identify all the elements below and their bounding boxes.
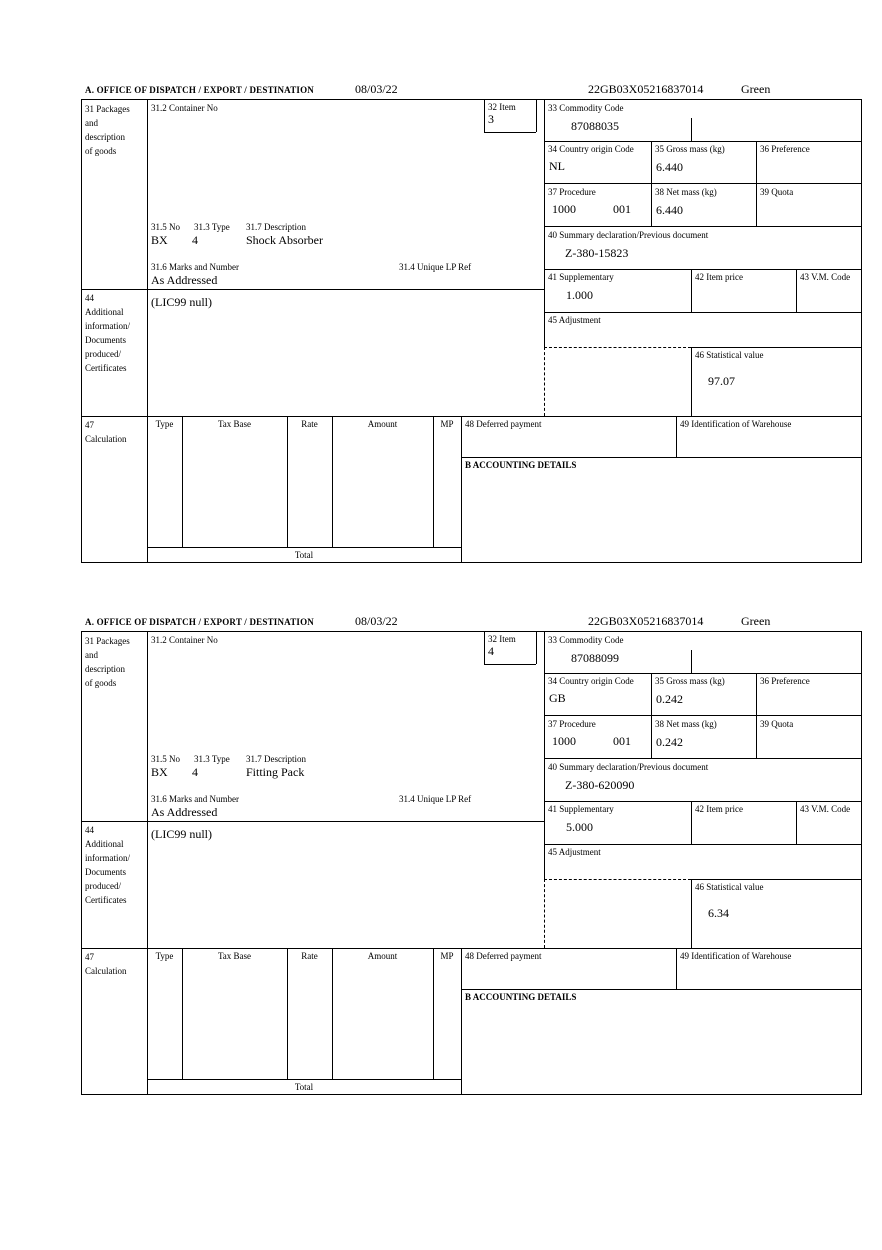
divider [484, 664, 536, 665]
commodity-code-value: 87088035 [571, 119, 619, 133]
divider [691, 347, 861, 348]
divider [484, 632, 485, 664]
divider [676, 948, 677, 989]
gross-mass-value: 0.242 [656, 692, 683, 706]
divider [484, 100, 485, 132]
box47-calculation-label: 47 Calculation [85, 952, 127, 976]
box43-vm-code-label: 43 V.M. Code [800, 804, 851, 814]
box49-warehouse-label: 49 Identification of Warehouse [680, 419, 792, 429]
box31-3-type-label: 31.3 Type [194, 222, 230, 232]
tax-base-column-header: Tax Base [217, 419, 252, 429]
net-mass-value: 6.440 [656, 203, 683, 217]
divider [544, 758, 861, 759]
declaration-form-grid [81, 631, 862, 1095]
box44-additional-info-label: 44 Additional information/ Documents produced/ Certificates [85, 825, 130, 905]
box42-item-price-label: 42 Item price [695, 804, 743, 814]
box45-adjustment-label: 45 Adjustment [548, 847, 601, 857]
procedure-value: 1000 [552, 734, 576, 748]
divider [461, 416, 462, 562]
statistical-value: 97.07 [708, 374, 735, 388]
box31-3-type-label: 31.3 Type [194, 754, 230, 764]
mp-column-header: MP [440, 951, 454, 961]
tax-base-column-header: Tax Base [217, 951, 252, 961]
box37-procedure-label: 37 Procedure [548, 187, 596, 197]
divider [287, 948, 288, 1079]
box48-deferred-payment-label: 48 Deferred payment [465, 951, 542, 961]
divider [82, 948, 861, 949]
country-origin-value: NL [549, 159, 565, 173]
declaration-date: 08/03/22 [355, 82, 398, 96]
divider [182, 948, 183, 1079]
divider [82, 416, 861, 417]
box48-deferred-payment-label: 48 Deferred payment [465, 419, 542, 429]
divider [544, 844, 861, 845]
routing-status: Green [741, 614, 771, 628]
tax-type-column-header: Type [155, 419, 174, 429]
package-kind-value: BX [151, 765, 168, 779]
divider [461, 948, 462, 1094]
box31-4-unique-lp-ref-label: 31.4 Unique LP Ref [399, 794, 472, 804]
movement-reference-number: 22GB03X05216837014 [588, 82, 704, 96]
divider [332, 948, 333, 1079]
box38-net-mass-label: 38 Net mass (kg) [655, 719, 717, 729]
rate-column-header: Rate [301, 951, 318, 961]
amount-column-header: Amount [367, 951, 398, 961]
procedure-ext-value: 001 [613, 202, 631, 216]
box35-gross-mass-label: 35 Gross mass (kg) [655, 144, 725, 154]
divider [544, 801, 861, 802]
supplementary-units-value: 1.000 [566, 288, 593, 302]
divider [691, 650, 692, 673]
routing-status: Green [741, 82, 771, 96]
divider [676, 416, 677, 457]
mp-column-header: MP [440, 419, 454, 429]
box34-country-origin-label: 34 Country origin Code [548, 676, 634, 686]
box41-supplementary-label: 41 Supplementary [548, 272, 614, 282]
divider [544, 632, 545, 879]
divider [796, 801, 797, 844]
divider [147, 100, 148, 562]
box49-warehouse-label: 49 Identification of Warehouse [680, 951, 792, 961]
box39-quota-label: 39 Quota [760, 719, 794, 729]
divider [796, 269, 797, 312]
box32-item-label: 32 Item [488, 102, 516, 112]
divider [544, 100, 545, 347]
goods-description-value: Fitting Pack [246, 765, 305, 779]
box31-2-container-label: 31.2 Container No [151, 635, 218, 645]
rate-column-header: Rate [301, 419, 318, 429]
divider [544, 347, 691, 348]
office-of-dispatch-label: A. OFFICE OF DISPATCH / EXPORT / DESTINATION [85, 617, 315, 627]
box31-packages-label: 31 Packages and description of goods [85, 636, 130, 688]
statistical-value: 6.34 [708, 906, 729, 920]
accounting-details-label: B ACCOUNTING DETAILS [465, 460, 577, 470]
box42-item-price-label: 42 Item price [695, 272, 743, 282]
box41-supplementary-label: 41 Supplementary [548, 804, 614, 814]
divider [544, 879, 691, 880]
package-count-value: 4 [192, 765, 198, 779]
additional-info-value: (LIC99 null) [151, 827, 212, 841]
divider [433, 416, 434, 547]
divider [147, 632, 148, 1094]
declaration-form-grid [81, 99, 862, 563]
box40-summary-declaration-label: 40 Summary declaration/Previous document [548, 230, 709, 240]
previous-document-value: Z-380-15823 [565, 246, 629, 260]
divider [536, 100, 537, 132]
box31-6-marks-label: 31.6 Marks and Number [151, 262, 239, 272]
movement-reference-number: 22GB03X05216837014 [588, 614, 704, 628]
box38-net-mass-label: 38 Net mass (kg) [655, 187, 717, 197]
box31-packages-label: 31 Packages and description of goods [85, 104, 130, 156]
declaration-date: 08/03/22 [355, 614, 398, 628]
procedure-ext-value: 001 [613, 734, 631, 748]
divider [82, 289, 544, 290]
box31-5-no-label: 31.5 No [151, 754, 180, 764]
divider [544, 347, 545, 416]
divider [544, 226, 861, 227]
divider [691, 879, 861, 880]
divider [691, 269, 692, 312]
box45-adjustment-label: 45 Adjustment [548, 315, 601, 325]
box36-preference-label: 36 Preference [760, 676, 810, 686]
box31-4-unique-lp-ref-label: 31.4 Unique LP Ref [399, 262, 472, 272]
marks-value: As Addressed [151, 273, 218, 287]
box43-vm-code-label: 43 V.M. Code [800, 272, 851, 282]
box31-2-container-label: 31.2 Container No [151, 103, 218, 113]
supplementary-units-value: 5.000 [566, 820, 593, 834]
additional-info-value: (LIC99 null) [151, 295, 212, 309]
box31-6-marks-label: 31.6 Marks and Number [151, 794, 239, 804]
divider [484, 132, 536, 133]
item-number-value: 3 [488, 112, 494, 126]
box31-7-description-label: 31.7 Description [246, 222, 306, 232]
box46-statistical-value-label: 46 Statistical value [695, 882, 764, 892]
net-mass-value: 0.242 [656, 735, 683, 749]
procedure-value: 1000 [552, 202, 576, 216]
divider [147, 547, 461, 548]
divider [287, 416, 288, 547]
box31-7-description-label: 31.7 Description [246, 754, 306, 764]
divider [544, 715, 861, 716]
box31-5-no-label: 31.5 No [151, 222, 180, 232]
box44-additional-info-label: 44 Additional information/ Documents produced/ Certificates [85, 293, 130, 373]
country-origin-value: GB [549, 691, 566, 705]
item-number-value: 4 [488, 644, 494, 658]
commodity-code-value: 87088099 [571, 651, 619, 665]
box34-country-origin-label: 34 Country origin Code [548, 144, 634, 154]
divider [544, 269, 861, 270]
package-kind-value: BX [151, 233, 168, 247]
divider [691, 879, 692, 948]
divider [544, 879, 545, 948]
package-count-value: 4 [192, 233, 198, 247]
section-header [81, 80, 862, 99]
box37-procedure-label: 37 Procedure [548, 719, 596, 729]
total-label: Total [294, 1082, 314, 1092]
divider [433, 948, 434, 1079]
divider [461, 989, 861, 990]
box32-item-label: 32 Item [488, 634, 516, 644]
accounting-details-label: B ACCOUNTING DETAILS [465, 992, 577, 1002]
box40-summary-declaration-label: 40 Summary declaration/Previous document [548, 762, 709, 772]
tax-type-column-header: Type [155, 951, 174, 961]
divider [544, 673, 861, 674]
box33-commodity-code-label: 33 Commodity Code [548, 103, 624, 113]
box36-preference-label: 36 Preference [760, 144, 810, 154]
divider [691, 118, 692, 141]
gross-mass-value: 6.440 [656, 160, 683, 174]
divider [147, 1079, 461, 1080]
divider [536, 632, 537, 664]
total-label: Total [294, 550, 314, 560]
amount-column-header: Amount [367, 419, 398, 429]
divider [691, 347, 692, 416]
goods-description-value: Shock Absorber [246, 233, 323, 247]
box47-calculation-label: 47 Calculation [85, 420, 127, 444]
office-of-dispatch-label: A. OFFICE OF DISPATCH / EXPORT / DESTINATION [85, 85, 315, 95]
divider [461, 457, 861, 458]
divider [544, 312, 861, 313]
declaration-item-copy [81, 612, 862, 1096]
box46-statistical-value-label: 46 Statistical value [695, 350, 764, 360]
box33-commodity-code-label: 33 Commodity Code [548, 635, 624, 645]
divider [544, 141, 861, 142]
declaration-item-copy [81, 80, 862, 564]
divider [332, 416, 333, 547]
divider [544, 183, 861, 184]
divider [691, 801, 692, 844]
divider [82, 821, 544, 822]
section-header [81, 612, 862, 631]
previous-document-value: Z-380-620090 [565, 778, 635, 792]
box39-quota-label: 39 Quota [760, 187, 794, 197]
marks-value: As Addressed [151, 805, 218, 819]
box35-gross-mass-label: 35 Gross mass (kg) [655, 676, 725, 686]
divider [182, 416, 183, 547]
